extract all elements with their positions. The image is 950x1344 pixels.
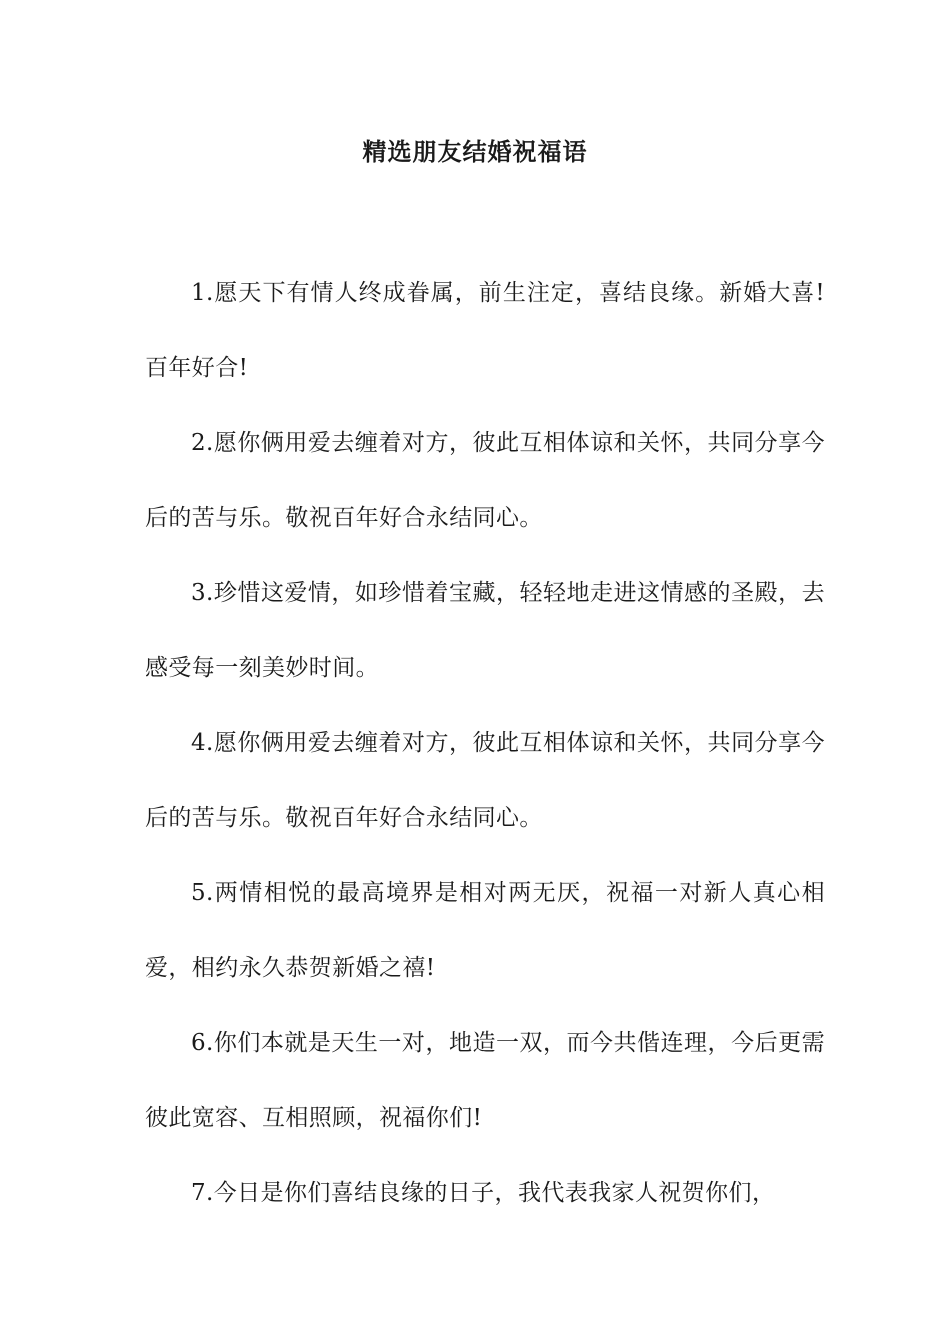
blessing-paragraph-2 (145, 406, 825, 556)
blessing-paragraph-3 (145, 556, 825, 706)
paragraph-text: 愿天下有情人终成眷属，前生注定，喜结良缘。新婚大喜!百年好合! (145, 280, 825, 381)
paragraph-text: 两情相悦的最高境界是相对两无厌，祝福一对新人真心相爱，相约永久恭贺新婚之禧! (145, 880, 825, 981)
document-body (145, 256, 825, 1231)
paragraph-number: 6. (191, 1030, 214, 1056)
blessing-paragraph-5 (145, 856, 825, 1006)
paragraph-number: 4. (191, 730, 214, 756)
blessing-paragraph-4 (145, 706, 825, 856)
blessing-paragraph-7 (145, 1156, 825, 1231)
paragraph-number: 7. (191, 1180, 214, 1206)
paragraph-number: 1. (191, 280, 214, 306)
paragraph-text: 愿你俩用爱去缠着对方，彼此互相体谅和关怀，共同分享今后的苦与乐。敬祝百年好合永结同心。 (145, 430, 825, 531)
paragraph-number: 3. (191, 580, 214, 606)
paragraph-text: 珍惜这爱情，如珍惜着宝藏，轻轻地走进这情感的圣殿，去感受每一刻美妙时间。 (145, 580, 825, 681)
paragraph-number: 2. (191, 430, 214, 456)
paragraph-text: 愿你俩用爱去缠着对方，彼此互相体谅和关怀，共同分享今后的苦与乐。敬祝百年好合永结同心。 (145, 730, 825, 831)
blessing-paragraph-6 (145, 1006, 825, 1156)
paragraph-text: 你们本就是天生一对，地造一双，而今共偕连理，今后更需彼此宽容、互相照顾，祝福你们! (145, 1030, 825, 1131)
page-title: 精选朋友结婚祝福语 (362, 138, 588, 166)
blessing-paragraph-1 (145, 256, 825, 406)
paragraph-number: 5. (191, 880, 214, 906)
paragraph-text: 今日是你们喜结良缘的日子，我代表我家人祝贺你们， (213, 1180, 776, 1206)
